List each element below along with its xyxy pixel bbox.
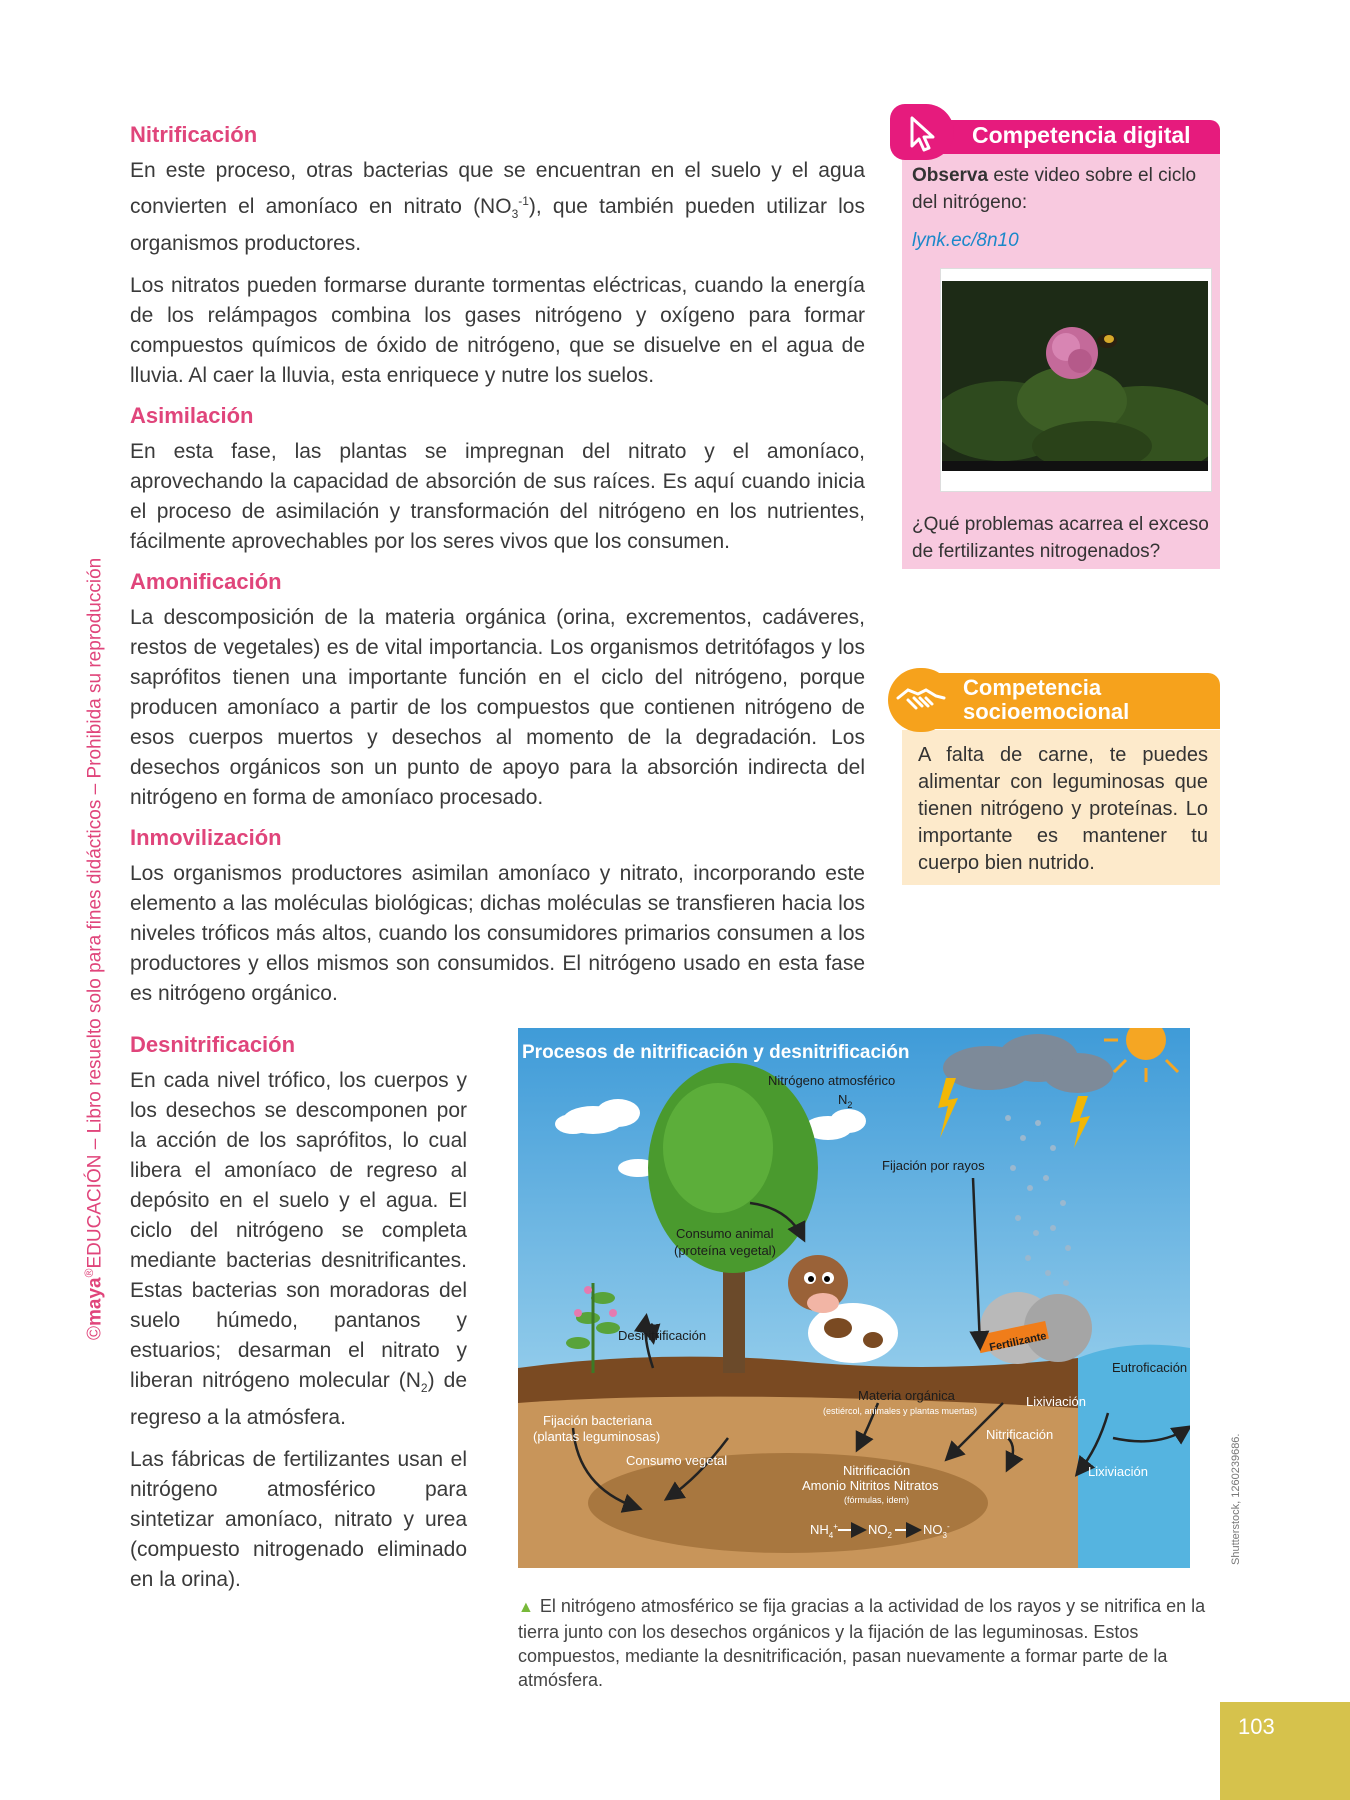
diagram-title: Procesos de nitrificación y desnitrificación bbox=[522, 1042, 910, 1063]
heading-inmovilizacion: Inmovilización bbox=[130, 825, 282, 851]
diagram-lixiviacion-2: Lixiviación bbox=[1088, 1464, 1148, 1479]
nitrogen-cycle-diagram bbox=[518, 1028, 1190, 1568]
diagram-no2: $NO_2$ bbox=[868, 1522, 892, 1540]
competencia-socioemocional-title: Competencia socioemocional bbox=[963, 675, 1130, 724]
competencia-socioemocional-text: A falta de carne, te puedes alimentar con leguminosas que tienen nitrógeno y proteínas. Lo importante es mantener tu cuerpo bien nutrido. bbox=[918, 744, 1208, 874]
competencia-digital-title: Competencia digital bbox=[972, 122, 1191, 148]
paragraph-desnitrificacion-1: En cada nivel trófico, los cuerpos y los desechos se descomponen por la acción de los saprófitos, lo cual libera el amoníaco de regreso al depósito en el suelo y el agua. El ciclo del nitrógeno se completa mediante bacterias desnitrificantes. Estas bacterias son moradoras del suelo húmedo, pantanos y estuarios; desarman el nitrato y liberan nitrógeno molecular $(N_2)$ de regreso a la atmósfera. bbox=[130, 1069, 467, 1430]
diagram-materia-1: Materia orgánica bbox=[858, 1388, 955, 1403]
diagram-no3: $NO_3^-$ bbox=[923, 1522, 950, 1540]
paragraph-amonificacion: La descomposición de la materia orgánica (orina, excrementos, cadáveres, restos de vegetales) es de vital importancia. Los organismos detritófagos y los saprófitos tienen una importante función en el ciclo del nitrógeno, porque producen amoníaco a partir de los compuestos que contienen nitrógeno de esos cuerpos muertos y desechos al momento de la degradación. Los desechos orgánicos son un punto de apoyo para la absorción indirecta del nitrógeno en forma de amoníaco procesado. bbox=[130, 606, 865, 810]
diagram-consumo-vegetal: Consumo vegetal bbox=[626, 1453, 728, 1468]
diagram-caption: ▲ El nitrógeno atmosférico se fija gracias a la actividad de los rayos y se nitrifica en la tierra junto con los desechos orgánicos y la fijación de las leguminosas. Estos compuestos, mediante la desnitrificación, pasan nuevamente a formar parte de la atmósfera. bbox=[518, 1596, 1206, 1690]
desnitrificacion-column bbox=[130, 1032, 467, 1607]
diagram-atmos: Nitrógeno atmosférico bbox=[768, 1073, 896, 1088]
handshake-icon bbox=[888, 668, 954, 732]
diagram-consumo-animal-2: (proteína vegetal) bbox=[674, 1243, 776, 1258]
diagram-eutrofizacion: Eutroficación bbox=[1112, 1360, 1188, 1375]
video-thumbnail[interactable] bbox=[940, 268, 1212, 492]
paragraph-inmovilizacion: Los organismos productores asimilan amoníaco y nitrato, incorporando este elemento a las moléculas biológicas; dichas moléculas se transfieren hacia los niveles tróficos más altos, cuando los consumidores primarios consumen a los productores y ellos mismos son consumidos. El nitrógeno usado en esta fase es nitrógeno orgánico. bbox=[130, 862, 865, 1006]
diagram-nh4: $NH_4^+$ bbox=[810, 1522, 838, 1540]
diagram-desnitrificacion: Desnitrificación bbox=[618, 1328, 707, 1343]
diagram-fertilizante: Fertilizante bbox=[988, 1330, 1048, 1354]
heading-nitrificacion: Nitrificación bbox=[130, 122, 258, 147]
page-number: 103 bbox=[1238, 1714, 1275, 1739]
video-link[interactable]: lynk.ec/8n10 bbox=[912, 230, 1019, 251]
image-credit: Shutterstock, 1260239686. bbox=[1230, 1433, 1242, 1565]
sidebar-notice-text: EDUCACIÓN – Libro resuelto solo para fines didácticos – Prohibida su reproducción bbox=[84, 557, 106, 1269]
competencia-digital-question: ¿Qué problemas acarrea el exceso de fertilizantes nitrogenados? bbox=[912, 514, 1209, 562]
diagram-consumo-animal-1: Consumo animal bbox=[676, 1226, 774, 1241]
paragraph-asimilacion: En esta fase, las plantas se impregnan del nitrato y el amoníaco, aprovechando la capacidad de absorción de sus raíces. Es aquí cuando inicia el proceso de asimilación y transformación del nitrógeno en los nutrientes, fácilmente aprovechables por los seres vivos que los consumen. bbox=[130, 440, 865, 554]
video-screen bbox=[942, 281, 1208, 471]
paragraph-nitrificacion-1: En este proceso, otras bacterias que se encuentran en el suelo y el agua convierten el amoníaco en nitrato $(NO_3^{-1})$, que también pueden utilizar los organismos productores. bbox=[130, 159, 865, 256]
main-column bbox=[130, 122, 865, 1021]
diagram-materia-2: (estiércol, animales y plantas muertas) bbox=[823, 1406, 978, 1416]
heading-asimilacion: Asimilación bbox=[130, 403, 254, 429]
sidebar-copyright-notice: ©maya®EDUCACIÓN – Libro resuelto solo para fines didácticos – Prohibida su reproducción bbox=[82, 557, 106, 1340]
diagram-lixiviacion-1: Lixiviación bbox=[1026, 1394, 1086, 1409]
brand-logo: maya bbox=[84, 1277, 106, 1326]
heading-desnitrificacion: Desnitrificación bbox=[130, 1032, 296, 1057]
diagram-fijacion-bact-2: (plantas leguminosas) bbox=[533, 1429, 661, 1444]
diagram-nitrificacion-2: Nitrificación bbox=[843, 1463, 911, 1478]
triangle-icon: ▲ bbox=[518, 1599, 534, 1616]
cursor-icon bbox=[890, 104, 954, 160]
diagram-fijacion-rayos: Fijación por rayos bbox=[882, 1158, 985, 1173]
competencia-digital-text: Observa este video sobre el ciclo del nitrógeno: bbox=[912, 165, 1197, 213]
diagram-nitrificacion-1: Nitrificación bbox=[986, 1427, 1054, 1442]
copyright-symbol: © bbox=[84, 1326, 106, 1340]
paragraph-desnitrificacion-2: Las fábricas de fertilizantes usan el nitrógeno atmosférico para sintetizar amoníaco, nitrato y urea (compuesto nitrogenado eliminado en la orina). bbox=[130, 1448, 467, 1592]
diagram-amonio: Amonio Nitritos Nitratos bbox=[802, 1478, 939, 1493]
diagram-atmos-formula: $N_2$ bbox=[838, 1092, 853, 1110]
heading-amonificacion: Amonificación bbox=[130, 569, 282, 595]
diagram-fijacion-bact-1: Fijación bacteriana bbox=[543, 1413, 653, 1428]
diagram-formulas: (fórmulas, idem) bbox=[844, 1495, 910, 1505]
paragraph-nitrificacion-2: Los nitratos pueden formarse durante tormentas eléctricas, cuando la energía de los relámpagos combina los gases nitrógeno y oxígeno para formar compuestos químicos de óxido de nitrógeno, que se disuelve en el agua de lluvia. Al caer la lluvia, esta enriquece y nutre los suelos. bbox=[130, 274, 865, 388]
